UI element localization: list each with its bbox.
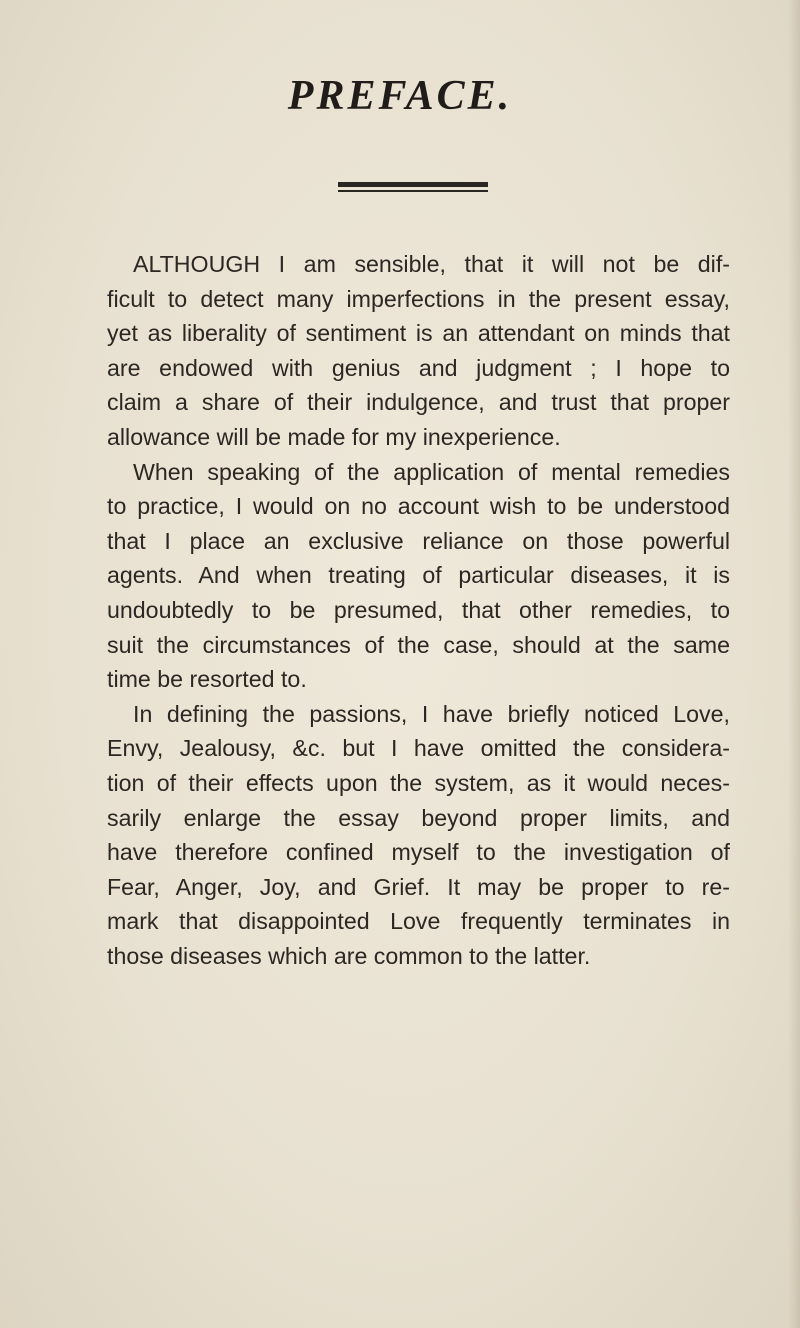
paragraph-3 [107, 697, 730, 974]
text-line: Envy, Jealousy, &c. but I have omitted the considera- [107, 735, 730, 762]
page-edge-shadow [788, 0, 800, 1328]
text-line: agents. And when treating of particular diseases, it is [107, 562, 730, 589]
paragraph-1 [107, 247, 730, 455]
text-line: ficult to detect many imperfections in the present essay, [107, 285, 730, 312]
text-line: claim a share of their indulgence, and trust that proper [107, 389, 730, 416]
text-line: are endowed with genius and judgment ; I hope to [107, 354, 730, 381]
text-line: yet as liberality of sentiment is an attendant on minds that [107, 320, 730, 347]
text-line: allowance will be made for my inexperience. [107, 423, 561, 450]
text-line: undoubtedly to be presumed, that other remedies, to [107, 596, 730, 623]
text-line: time be resorted to. [107, 666, 307, 693]
text-line: Fear, Anger, Joy, and Grief. It may be proper to re- [107, 873, 730, 900]
text-line: When speaking of the application of mental remedies [133, 458, 730, 485]
paragraph-2 [107, 455, 730, 697]
page-title: PREFACE. [287, 73, 513, 119]
text-line: have therefore confined myself to the investigation of [107, 839, 730, 866]
text-line: suit the circumstances of the case, should at the same [107, 631, 730, 658]
title-rule-thick [338, 182, 488, 187]
text-line: to practice, I would on no account wish to be understood [107, 493, 730, 520]
title-rule-thin [338, 190, 488, 192]
opening-word: ALTHOUGH [133, 251, 261, 277]
text-line: In defining the passions, I have briefly noticed Love, [133, 700, 730, 727]
text-line: tion of their effects upon the system, as it would neces- [107, 769, 730, 796]
preface-body [107, 247, 730, 973]
text-line: sarily enlarge the essay beyond proper limits, and [107, 804, 730, 831]
text-line: that I place an exclusive reliance on those powerful [107, 527, 730, 554]
text-line: those diseases which are common to the latter. [107, 942, 591, 969]
text-line: mark that disappointed Love frequently terminates in [107, 908, 730, 935]
text-line: ALTHOUGH I am sensible, that it will not be dif- [133, 251, 730, 277]
